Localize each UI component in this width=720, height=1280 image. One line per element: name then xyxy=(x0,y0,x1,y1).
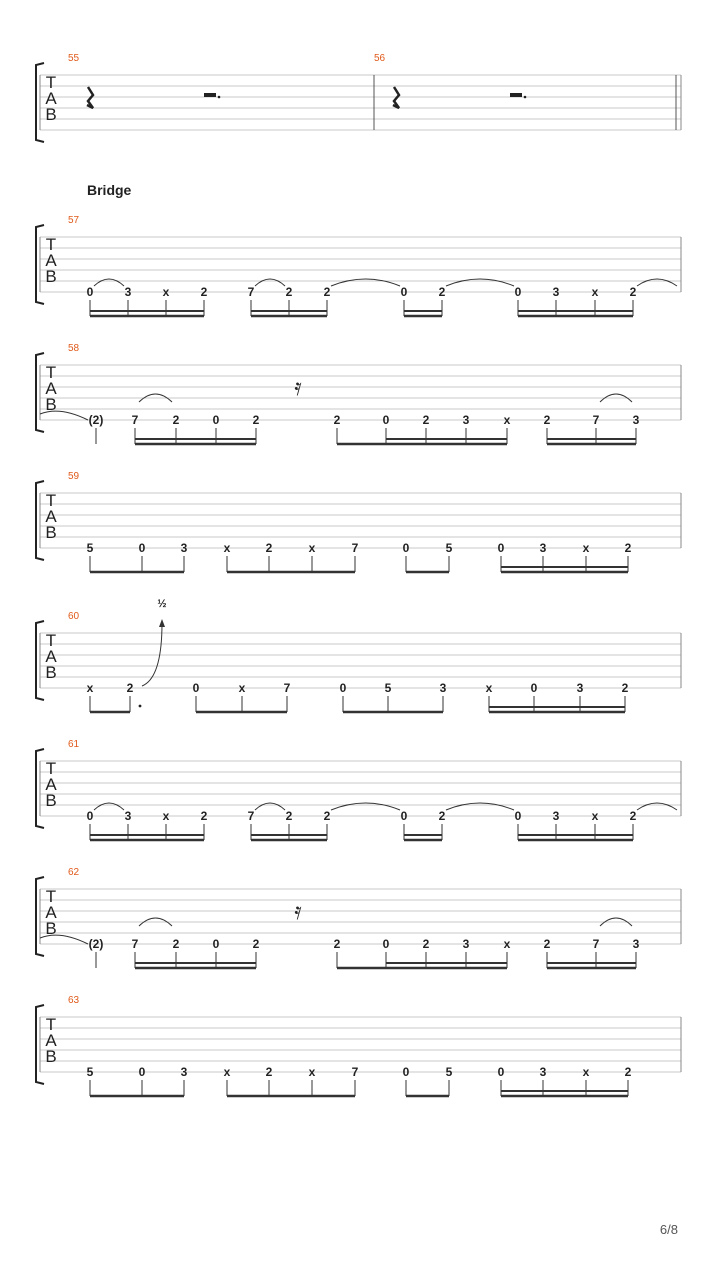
tab-note: 2 xyxy=(422,413,430,427)
tab-note: x xyxy=(86,681,94,695)
tab-clef-letter: T xyxy=(45,73,57,92)
tab-note: 0 xyxy=(382,937,390,951)
tab-note: 2 xyxy=(333,413,341,427)
tab-clef-letter: B xyxy=(45,523,57,542)
sixteenth-rest: 𝄿 xyxy=(294,898,302,925)
tab-clef-letter: A xyxy=(45,89,57,108)
tie-arc xyxy=(94,279,124,286)
tab-note: 3 xyxy=(539,541,547,555)
tie-arc xyxy=(255,803,285,810)
measure-number: 62 xyxy=(68,867,80,878)
half-rest xyxy=(204,93,216,97)
tab-note: 2 xyxy=(323,285,331,299)
tab-clef-letter: T xyxy=(45,759,57,778)
tab-note: 3 xyxy=(124,809,132,823)
tab-note: 0 xyxy=(497,541,505,555)
tab-note: x xyxy=(162,809,170,823)
tab-note: 0 xyxy=(382,413,390,427)
tab-note: (2) xyxy=(88,413,104,427)
tab-note: 2 xyxy=(438,285,446,299)
tab-note: 2 xyxy=(543,937,551,951)
tab-note: 0 xyxy=(514,809,522,823)
dot xyxy=(139,705,142,708)
tab-note: x xyxy=(582,1065,590,1079)
tie-arc xyxy=(94,803,124,810)
tab-clef-letter: T xyxy=(45,887,57,906)
tab-note: 3 xyxy=(180,1065,188,1079)
tab-note: x xyxy=(591,285,599,299)
tab-note: 5 xyxy=(445,541,453,555)
tab-clef-letter: A xyxy=(45,507,57,526)
page-number: 6/8 xyxy=(659,1222,678,1237)
tab-note: 0 xyxy=(138,1065,146,1079)
tab-note: 7 xyxy=(592,413,600,427)
tab-note: x xyxy=(223,541,231,555)
tab-note: 2 xyxy=(624,541,632,555)
tab-note: x xyxy=(503,937,511,951)
tab-note: 0 xyxy=(530,681,538,695)
tab-note: 3 xyxy=(124,285,132,299)
measure-number: 55 xyxy=(68,53,80,64)
tab-note: 2 xyxy=(172,413,180,427)
tie-arc xyxy=(637,279,677,286)
tab-note: 2 xyxy=(172,937,180,951)
tab-note: 3 xyxy=(632,413,640,427)
tab-note: 0 xyxy=(86,285,94,299)
tab-note: 0 xyxy=(339,681,347,695)
tab-note: 2 xyxy=(200,285,208,299)
tab-note: 2 xyxy=(624,1065,632,1079)
rest-dot xyxy=(218,96,221,99)
tab-note: 0 xyxy=(192,681,200,695)
tab-note: 7 xyxy=(131,413,139,427)
tab-note: 5 xyxy=(86,541,94,555)
tab-note: x xyxy=(308,541,316,555)
tab-note: 3 xyxy=(552,285,560,299)
tab-clef-letter: A xyxy=(45,1031,57,1050)
measure-number: 61 xyxy=(68,739,80,750)
tab-note: 3 xyxy=(462,413,470,427)
tab-clef-letter: T xyxy=(45,491,57,510)
tab-note: 7 xyxy=(131,937,139,951)
tab-clef-letter: B xyxy=(45,105,57,124)
tab-note: x xyxy=(582,541,590,555)
section-marker-bridge: Bridge xyxy=(87,182,132,198)
tab-note: 0 xyxy=(212,937,220,951)
tie-arc xyxy=(446,279,514,286)
tab-note: 5 xyxy=(86,1065,94,1079)
measure-number: 58 xyxy=(68,343,80,354)
tab-clef-letter: A xyxy=(45,647,57,666)
tab-clef-letter: A xyxy=(45,251,57,270)
tab-note: 2 xyxy=(621,681,629,695)
tab-note: 0 xyxy=(86,809,94,823)
measure-number: 56 xyxy=(374,53,386,64)
tab-note: 3 xyxy=(632,937,640,951)
tab-clef-letter: B xyxy=(45,791,57,810)
bend-label: ½ xyxy=(157,598,167,610)
tab-note: 5 xyxy=(445,1065,453,1079)
measure-number: 60 xyxy=(68,611,80,622)
tab-clef-letter: B xyxy=(45,267,57,286)
tab-note: 0 xyxy=(514,285,522,299)
tab-note: 0 xyxy=(400,809,408,823)
tab-clef-letter: T xyxy=(45,235,57,254)
tab-note: 2 xyxy=(265,541,273,555)
tie-arc xyxy=(255,279,285,286)
tab-note: 2 xyxy=(629,809,637,823)
measure-number: 59 xyxy=(68,471,80,482)
tab-note: x xyxy=(503,413,511,427)
tab-note: 2 xyxy=(438,809,446,823)
tie-arc xyxy=(331,279,400,286)
tab-note: 7 xyxy=(592,937,600,951)
tab-note: x xyxy=(308,1065,316,1079)
tab-clef-letter: T xyxy=(45,1015,57,1034)
bend-arrow-head xyxy=(159,619,165,627)
measure-number: 63 xyxy=(68,995,80,1006)
tab-note: 7 xyxy=(351,1065,359,1079)
tab-note: 2 xyxy=(422,937,430,951)
tab-clef-letter: T xyxy=(45,363,57,382)
tab-note: x xyxy=(238,681,246,695)
tab-note: 0 xyxy=(400,285,408,299)
tab-clef-letter: T xyxy=(45,631,57,650)
tab-clef-letter: B xyxy=(45,919,57,938)
tab-note: 0 xyxy=(138,541,146,555)
tab-note: 7 xyxy=(283,681,291,695)
tab-note: 0 xyxy=(497,1065,505,1079)
tab-note: 3 xyxy=(180,541,188,555)
half-rest xyxy=(510,93,522,97)
tab-note: 3 xyxy=(439,681,447,695)
tab-note: x xyxy=(162,285,170,299)
tab-note: x xyxy=(223,1065,231,1079)
tab-note: 3 xyxy=(576,681,584,695)
tab-note: 2 xyxy=(200,809,208,823)
tab-clef-letter: A xyxy=(45,775,57,794)
rest-dot xyxy=(524,96,527,99)
measure-number: 57 xyxy=(68,215,80,226)
tab-note: x xyxy=(485,681,493,695)
tie-arc xyxy=(331,803,400,810)
tab-note: x xyxy=(591,809,599,823)
tab-note: 2 xyxy=(285,809,293,823)
tab-note: 2 xyxy=(285,285,293,299)
sixteenth-rest: 𝄿 xyxy=(294,374,302,401)
tab-note: 0 xyxy=(402,1065,410,1079)
tab-note: 2 xyxy=(629,285,637,299)
tab-note: 7 xyxy=(247,285,255,299)
tie-arc xyxy=(637,803,677,810)
tab-note: 2 xyxy=(126,681,134,695)
tie-arc xyxy=(446,803,514,810)
tab-clef-letter: B xyxy=(45,663,57,682)
tab-note: 2 xyxy=(252,937,260,951)
tab-note: 7 xyxy=(247,809,255,823)
tab-clef-letter: A xyxy=(45,379,57,398)
tab-note: 3 xyxy=(462,937,470,951)
tab-note: 3 xyxy=(552,809,560,823)
tab-note: 3 xyxy=(539,1065,547,1079)
tab-note: 2 xyxy=(265,1065,273,1079)
tab-note: 2 xyxy=(252,413,260,427)
tab-note: 0 xyxy=(212,413,220,427)
tab-note: 7 xyxy=(351,541,359,555)
tab-note: 2 xyxy=(333,937,341,951)
tab-note: 0 xyxy=(402,541,410,555)
tab-note: 2 xyxy=(323,809,331,823)
tab-note: (2) xyxy=(88,937,104,951)
tab-clef-letter: A xyxy=(45,903,57,922)
tab-clef-letter: B xyxy=(45,1047,57,1066)
tab-clef-letter: B xyxy=(45,395,57,414)
tab-note: 5 xyxy=(384,681,392,695)
tab-note: 2 xyxy=(543,413,551,427)
